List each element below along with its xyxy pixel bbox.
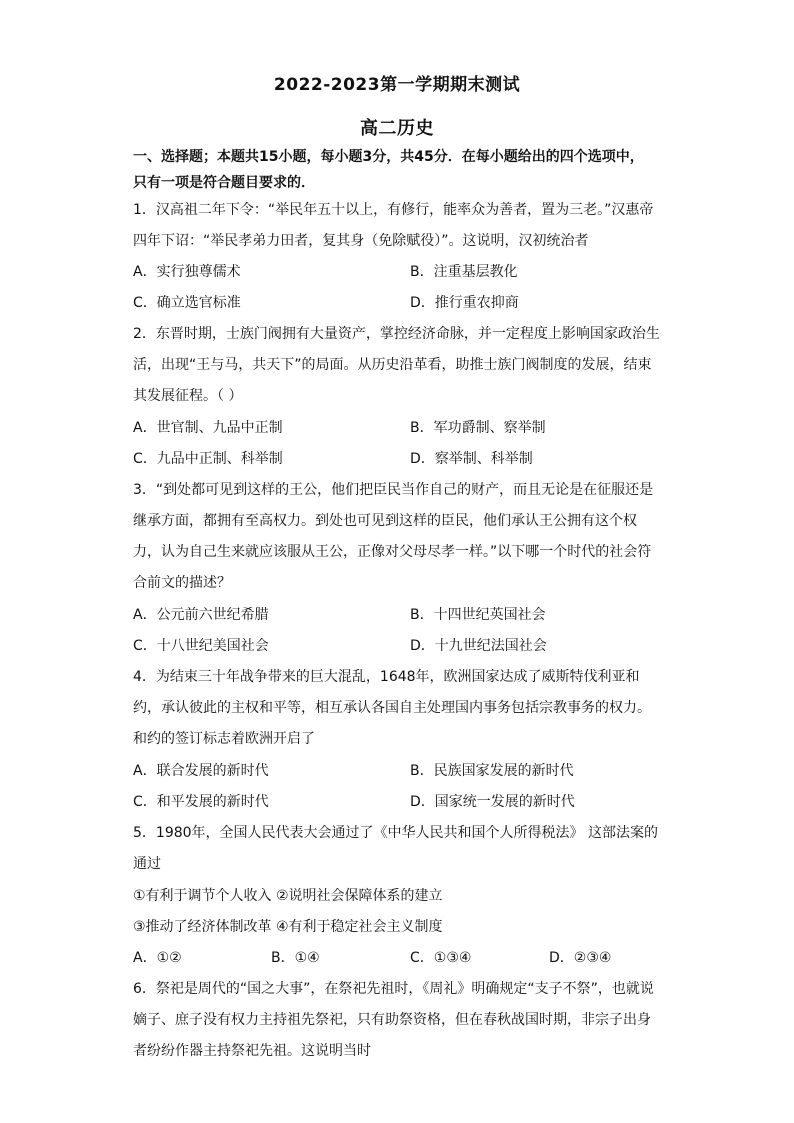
q4-stem-line-2: 约，承认彼此的主权和平等，相互承认各国自主处理国内事务包括宗教事务的权力。	[133, 700, 651, 716]
q2-stem-line-2: 活，出现“王与马，共天下”的局面。从历史沿革看，助推士族门阀制度的发展，结束	[133, 357, 652, 373]
q6-stem-line-1: 6．祭祀是周代的“国之大事”，在祭祀先祖时，《周礼》明确规定“支子不祭”，也就说	[133, 981, 654, 997]
q3-option-c: C．十八世纪美国社会	[133, 638, 269, 654]
q4-stem-line-1: 4．为结束三十年战争带来的巨大混乱，1648年，欧洲国家达成了威斯特伐利亚和	[133, 669, 640, 685]
q2-option-b: B．军功爵制、察举制	[410, 420, 546, 436]
q3-option-b: B．十四世纪英国社会	[410, 607, 546, 623]
q1-option-b: B．注重基层教化	[410, 264, 518, 280]
q2-stem-line-3: 其发展征程。（ ）	[133, 388, 243, 404]
q2-option-c: C．九品中正制、科举制	[133, 451, 283, 467]
q4-option-d: D．国家统一发展的新时代	[410, 794, 575, 810]
q3-stem-line-3: 力，认为自己生来就应该服从王公，正像对父母尽孝一样。”以下哪一个时代的社会符	[133, 544, 652, 560]
q2-option-a: A．世官制、九品中正制	[133, 420, 283, 436]
q5-statement-line-2: ③推动了经济体制改革 ④有利于稳定社会主义制度	[133, 919, 443, 935]
q3-option-a: A．公元前六世纪希腊	[133, 607, 269, 623]
q5-option-b: B．①④	[271, 950, 320, 966]
section-heading-line-2: 只有一项是符合题目要求的．	[133, 175, 315, 191]
q5-statement-line-1: ①有利于调节个人收入 ②说明社会保障体系的建立	[133, 888, 443, 904]
exam-subject: 高二历史	[360, 118, 434, 139]
q4-option-a: A．联合发展的新时代	[133, 763, 269, 779]
q5-stem-line-2: 通过	[133, 856, 161, 872]
q6-stem-line-2: 嫡子、庶子没有权力主持祖先祭祀，只有助祭资格，但在春秋战国时期，非宗子出身	[133, 1012, 651, 1028]
q4-option-b: B．民族国家发展的新时代	[410, 763, 574, 779]
q3-option-d: D．十九世纪法国社会	[410, 638, 547, 654]
q2-stem-line-1: 2．东晋时期，士族门阀拥有大量资产，掌控经济命脉，并一定程度上影响国家政治生	[133, 326, 660, 342]
q5-stem-line-1: 5．1980年，全国人民代表大会通过了《中华人民共和国个人所得税法》 这部法案的	[133, 825, 658, 841]
q1-option-d: D．推行重农抑商	[410, 295, 519, 311]
q3-stem-line-2: 继承方面，都拥有至高权力。到处也可见到这样的臣民，他们承认王公拥有这个权	[133, 513, 637, 529]
q1-option-c: C．确立选官标准	[133, 295, 241, 311]
q6-stem-line-3: 者纷纷作器主持祭祀先祖。这说明当时	[133, 1043, 371, 1059]
exam-title: 2022-2023第一学期期末测试	[273, 75, 521, 95]
q3-stem-line-4: 合前文的描述？	[133, 575, 231, 591]
q5-option-d: D．②③④	[549, 950, 612, 966]
q5-option-a: A．①②	[133, 950, 182, 966]
q4-stem-line-3: 和约的签订标志着欧洲开启了	[133, 731, 315, 747]
q4-option-c: C．和平发展的新时代	[133, 794, 269, 810]
q5-option-c: C．①③④	[410, 950, 472, 966]
q2-option-d: D．察举制、科举制	[410, 451, 533, 467]
q1-stem-line-1: 1．汉高祖二年下令：“举民年五十以上，有修行，能率众为善者，置为三老。”汉惠帝	[133, 202, 654, 218]
q1-stem-line-2: 四年下诏：“举民孝弟力田者，复其身（免除赋役）”。这说明，汉初统治者	[133, 233, 589, 249]
section-heading-line-1: 一、选择题；本题共15小题，每小题3分，共45分．在每小题给出的四个选项中，	[133, 149, 644, 165]
q3-stem-line-1: 3．“到处都可见到这样的王公，他们把臣民当作自己的财产，而且无论是在征服还是	[133, 482, 654, 498]
q1-option-a: A．实行独尊儒术	[133, 264, 241, 280]
